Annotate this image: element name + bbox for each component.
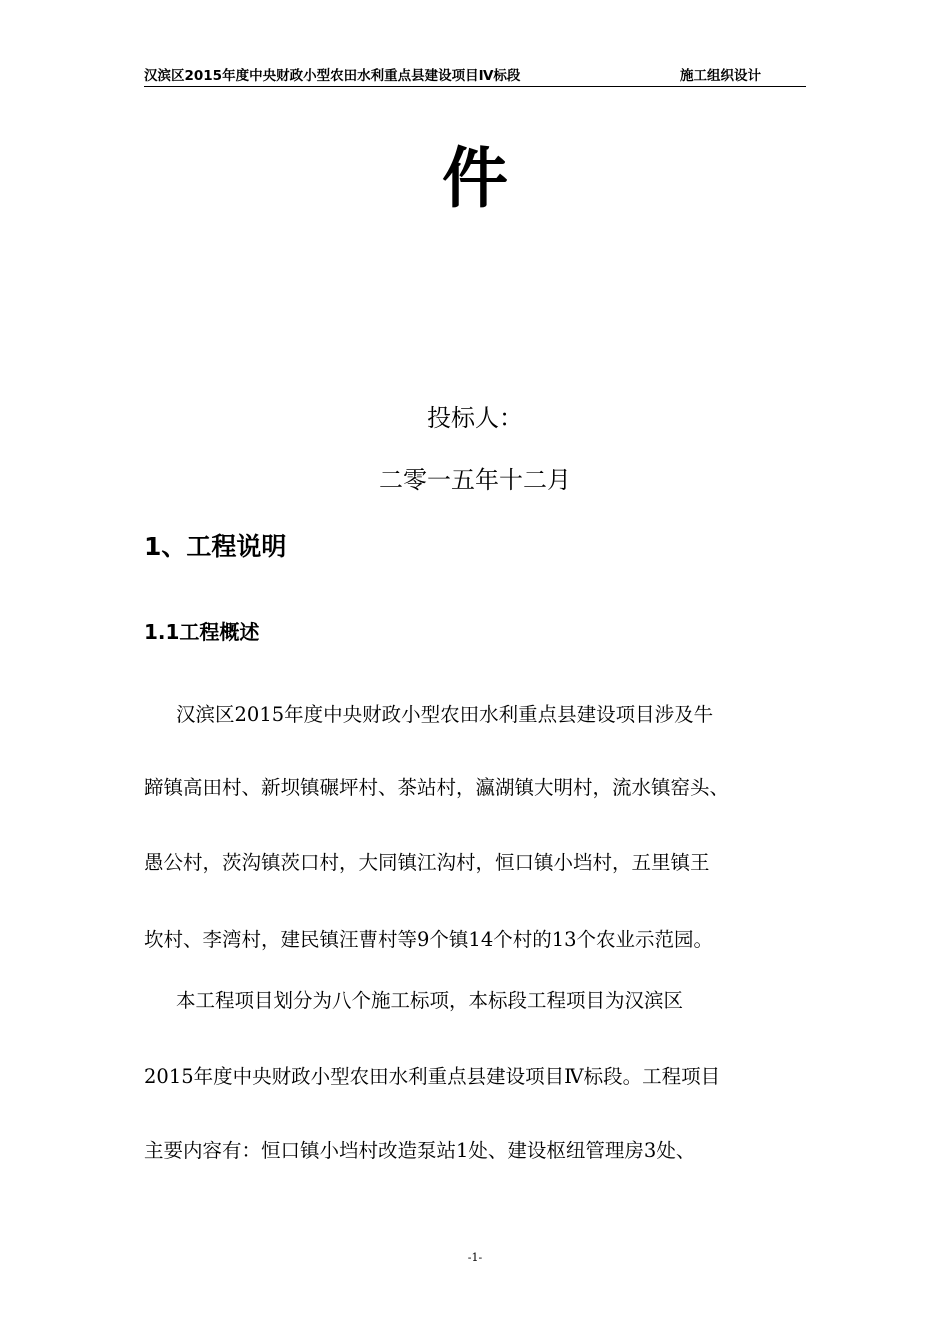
section-heading-1: 1、工程说明 [144,532,287,561]
page-header [144,66,806,87]
bidder-label: 投标人： [427,404,523,432]
paragraph-line: 蹄镇高田村、新坝镇碾坪村、茶站村，瀛湖镇大明村，流水镇窑头、 [144,776,730,799]
paragraph-line: 本工程项目划分为八个施工标项，本标段工程项目为汉滨区 [176,989,684,1012]
header-document-type: 施工组织设计 [680,68,761,84]
cover-date: 二零一五年十二月 [379,466,571,494]
paragraph-line: 坎村、李湾村，建民镇汪曹村等9个镇14个村的13个农业示范园。 [144,928,714,951]
page-number: -1- [467,1251,483,1264]
paragraph-line: 主要内容有：恒口镇小垱村改造泵站1处、建设枢纽管理房3处、 [144,1139,696,1162]
section-heading-1-1: 1.1工程概述 [144,620,260,644]
paragraph-line: 2015年度中央财政小型农田水利重点县建设项目Ⅳ标段。工程项目 [144,1065,721,1088]
paragraph-line: 愚公村，茨沟镇茨口村，大同镇江沟村，恒口镇小垱村，五里镇王 [144,851,710,874]
paragraph-line: 汉滨区2015年度中央财政小型农田水利重点县建设项目涉及牛 [176,703,714,726]
cover-title-char: 件 [442,140,508,217]
header-project-title: 汉滨区2015年度中央财政小型农田水利重点县建设项目Ⅳ标段 [144,68,521,84]
